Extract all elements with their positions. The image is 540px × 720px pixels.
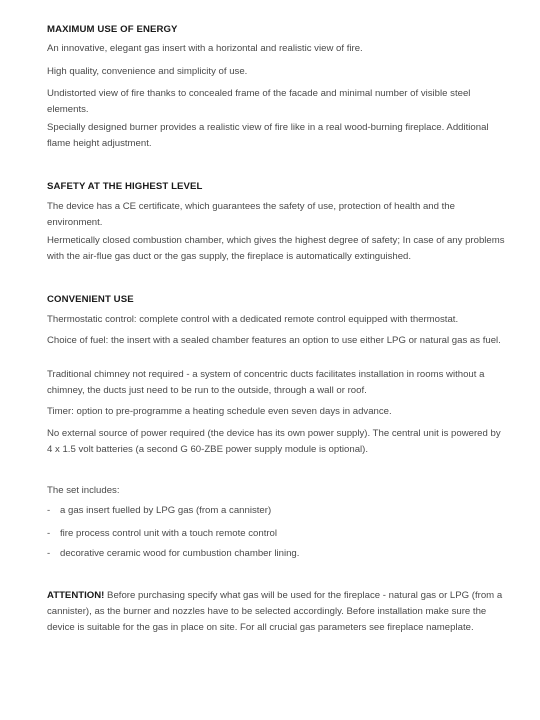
- dash-marker: -: [47, 548, 51, 559]
- list-item: [47, 526, 507, 542]
- paragraph: Timer: option to pre-programme a heating schedule even seven days in advance.: [47, 406, 392, 417]
- list-item-text: fire process control unit with a touch remote control: [60, 528, 278, 539]
- dash-marker: -: [47, 505, 51, 516]
- list-item-text: decorative ceramic wood for cumbustion chamber lining.: [60, 548, 300, 559]
- paragraph: An innovative, elegant gas insert with a horizontal and realistic view of fire.: [47, 43, 363, 54]
- set-intro: The set includes:: [47, 485, 120, 496]
- list-item: [47, 503, 507, 519]
- paragraph: Traditional chimney not required - a system of concentric ducts facilitates installation in rooms without a chimney, the ducts just need to be run to the outside, through a wall or roof.: [47, 369, 485, 396]
- paragraph: The device has a CE certificate, which guarantees the safety of use, protection of health and the environment.: [47, 201, 455, 228]
- paragraph: Undistorted view of fire thanks to concealed frame of the facade and minimal number of visible steel elements.: [47, 88, 471, 115]
- paragraph: High quality, convenience and simplicity of use.: [47, 66, 248, 77]
- attention-text: Before purchasing specify what gas will be used for the fireplace - natural gas or LPG (from a cannister), as the burner and nozzles have to be selected accordingly. Before installation make sure the device is suitable for the gas in place on site. For all crucial gas parameters see fireplace nameplate.: [47, 590, 503, 633]
- paragraph: Thermostatic control: complete control with a dedicated remote control equipped with thermostat.: [47, 314, 459, 325]
- section-title-energy: MAXIMUM USE OF ENERGY: [47, 24, 178, 35]
- paragraph: Specially designed burner provides a realistic view of fire like in a real wood-burning fireplace. Additional flame height adjustment.: [47, 122, 489, 149]
- list-item: [47, 546, 507, 562]
- paragraph: No external source of power required (the device has its own power supply). The central unit is powered by 4 x 1.5 volt batteries (a second G 60-ZBE power supply module is optional).: [47, 428, 501, 455]
- paragraph: Hermetically closed combustion chamber, which gives the highest degree of safety; In case of any problems with the air-flue gas duct or the gas supply, the fireplace is automatically extinguished.: [47, 235, 505, 262]
- attention-label: ATTENTION!: [47, 590, 105, 601]
- attention-notice: [47, 588, 507, 636]
- section-title-safety: SAFETY AT THE HIGHEST LEVEL: [47, 181, 203, 192]
- dash-marker: -: [47, 528, 51, 539]
- paragraph: Choice of fuel: the insert with a sealed chamber features an option to use either LPG or natural gas as fuel.: [47, 335, 501, 346]
- list-item-text: a gas insert fuelled by LPG gas (from a cannister): [60, 505, 272, 516]
- section-title-convenient: CONVENIENT USE: [47, 294, 134, 305]
